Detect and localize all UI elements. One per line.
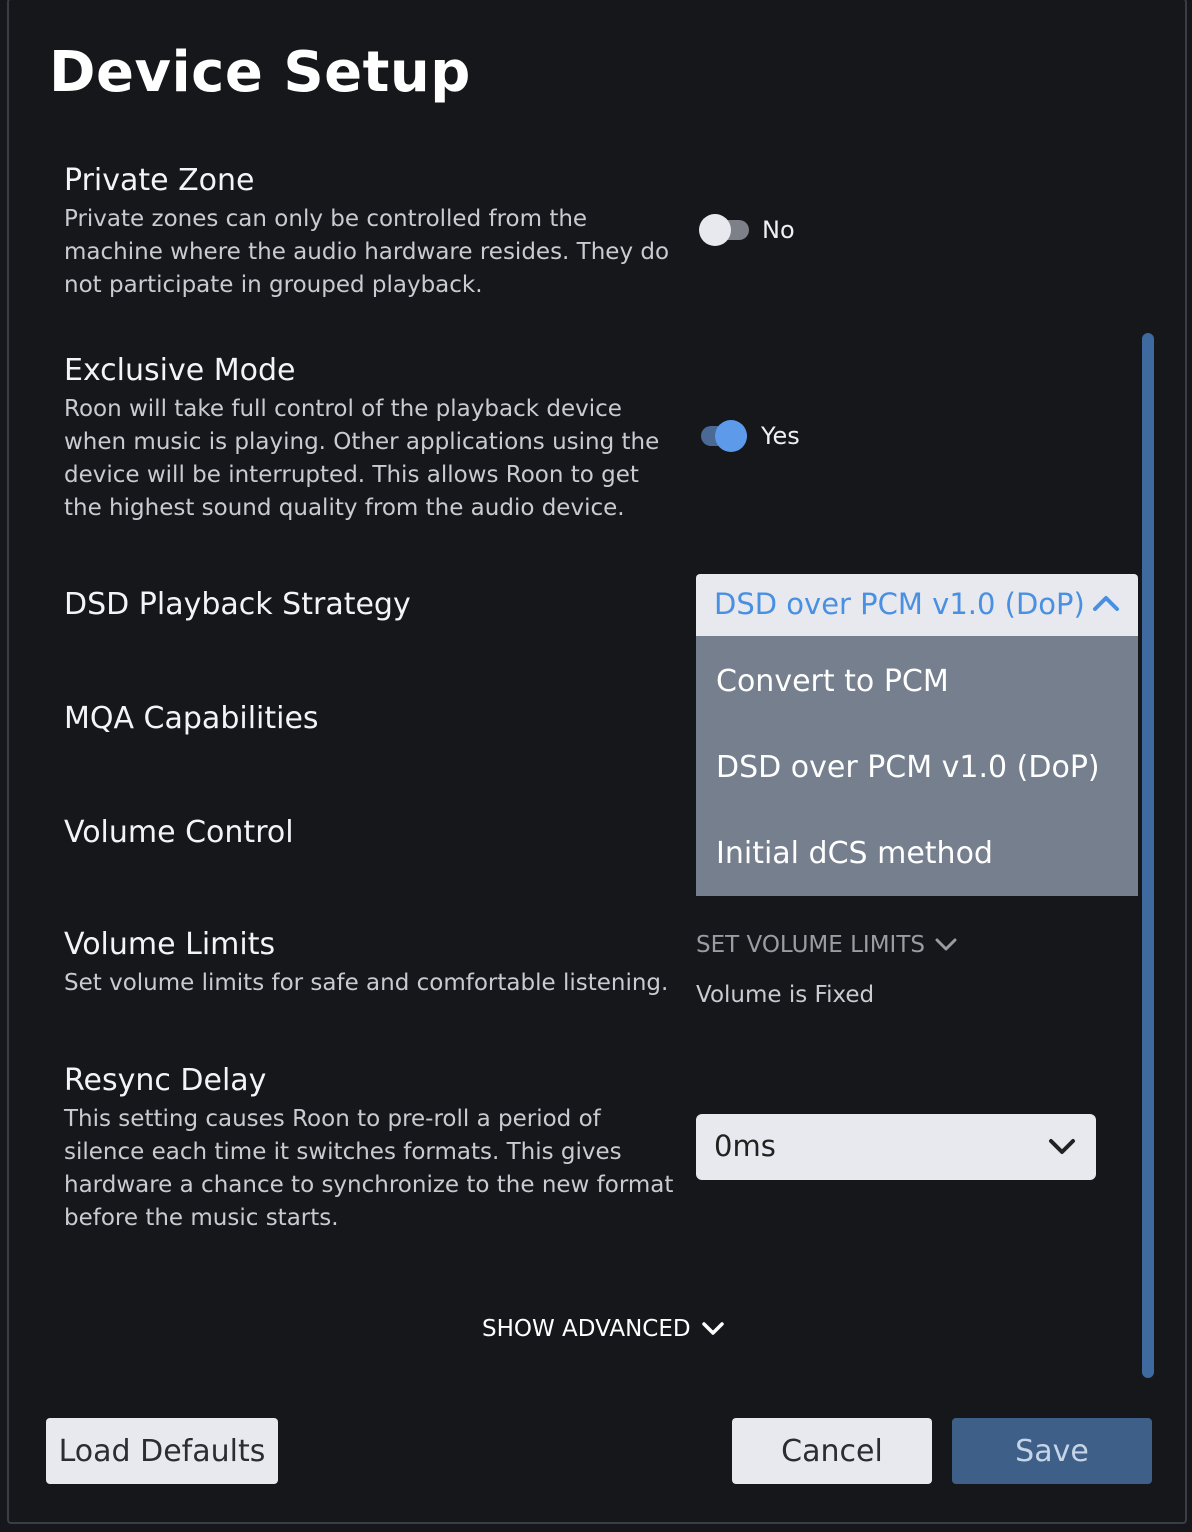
chevron-up-icon (1092, 594, 1120, 612)
volume-limits-title: Volume Limits (64, 927, 276, 962)
chevron-down-icon (1048, 1138, 1076, 1156)
dsd-option-convert-to-pcm[interactable]: Convert to PCM (716, 664, 949, 699)
toggle-knob (715, 420, 747, 452)
volume-limits-description: Set volume limits for safe and comfortable listening. (64, 970, 669, 996)
dsd-options-menu (696, 636, 1138, 896)
private-zone-description: Private zones can only be controlled from the machine where the audio hardware resides. They do not participate in grouped playback. (64, 206, 670, 298)
show-advanced-toggle[interactable] (482, 1316, 725, 1342)
toggle-knob (699, 214, 731, 246)
resync-delay-value: 0ms (714, 1129, 776, 1163)
set-volume-limits-link[interactable] (696, 932, 957, 958)
dsd-playback-select[interactable] (696, 574, 1138, 636)
resync-delay-title: Resync Delay (64, 1063, 267, 1098)
page-title: Device Setup (49, 40, 471, 105)
show-advanced-label: SHOW ADVANCED (482, 1316, 691, 1342)
dsd-selected-value: DSD over PCM v1.0 (DoP) (714, 587, 1085, 621)
volume-control-title: Volume Control (64, 815, 294, 850)
set-volume-limits-label: SET VOLUME LIMITS (696, 932, 925, 958)
exclusive-mode-description: Roon will take full control of the playback device when music is playing. Other applications using the device will be interrupted. This allows Roon to get the highest sound quality from the audio device. (64, 396, 660, 521)
private-zone-toggle[interactable] (699, 212, 749, 248)
exclusive-mode-toggle[interactable] (697, 418, 747, 454)
save-button[interactable]: Save (952, 1418, 1152, 1484)
dsd-option-initial-dcs[interactable]: Initial dCS method (716, 836, 993, 871)
resync-delay-select[interactable] (696, 1114, 1096, 1180)
dsd-option-dop[interactable]: DSD over PCM v1.0 (DoP) (716, 750, 1100, 785)
chevron-down-icon (935, 938, 957, 952)
load-defaults-button[interactable]: Load Defaults (46, 1418, 278, 1484)
private-zone-toggle-label: No (762, 216, 795, 244)
private-zone-title: Private Zone (64, 163, 255, 198)
exclusive-mode-toggle-label: Yes (761, 422, 800, 450)
exclusive-mode-title: Exclusive Mode (64, 353, 296, 388)
cancel-button[interactable]: Cancel (732, 1418, 932, 1484)
device-setup-dialog (7, 0, 1187, 1524)
mqa-capabilities-title: MQA Capabilities (64, 701, 319, 736)
volume-fixed-note: Volume is Fixed (696, 982, 875, 1008)
chevron-down-icon (701, 1321, 725, 1337)
scrollbar[interactable] (1142, 333, 1154, 1378)
dsd-playback-title: DSD Playback Strategy (64, 587, 411, 622)
resync-delay-description: This setting causes Roon to pre-roll a period of silence each time it switches formats. This gives hardware a chance to synchronize to the new format before the music starts. (64, 1106, 674, 1231)
